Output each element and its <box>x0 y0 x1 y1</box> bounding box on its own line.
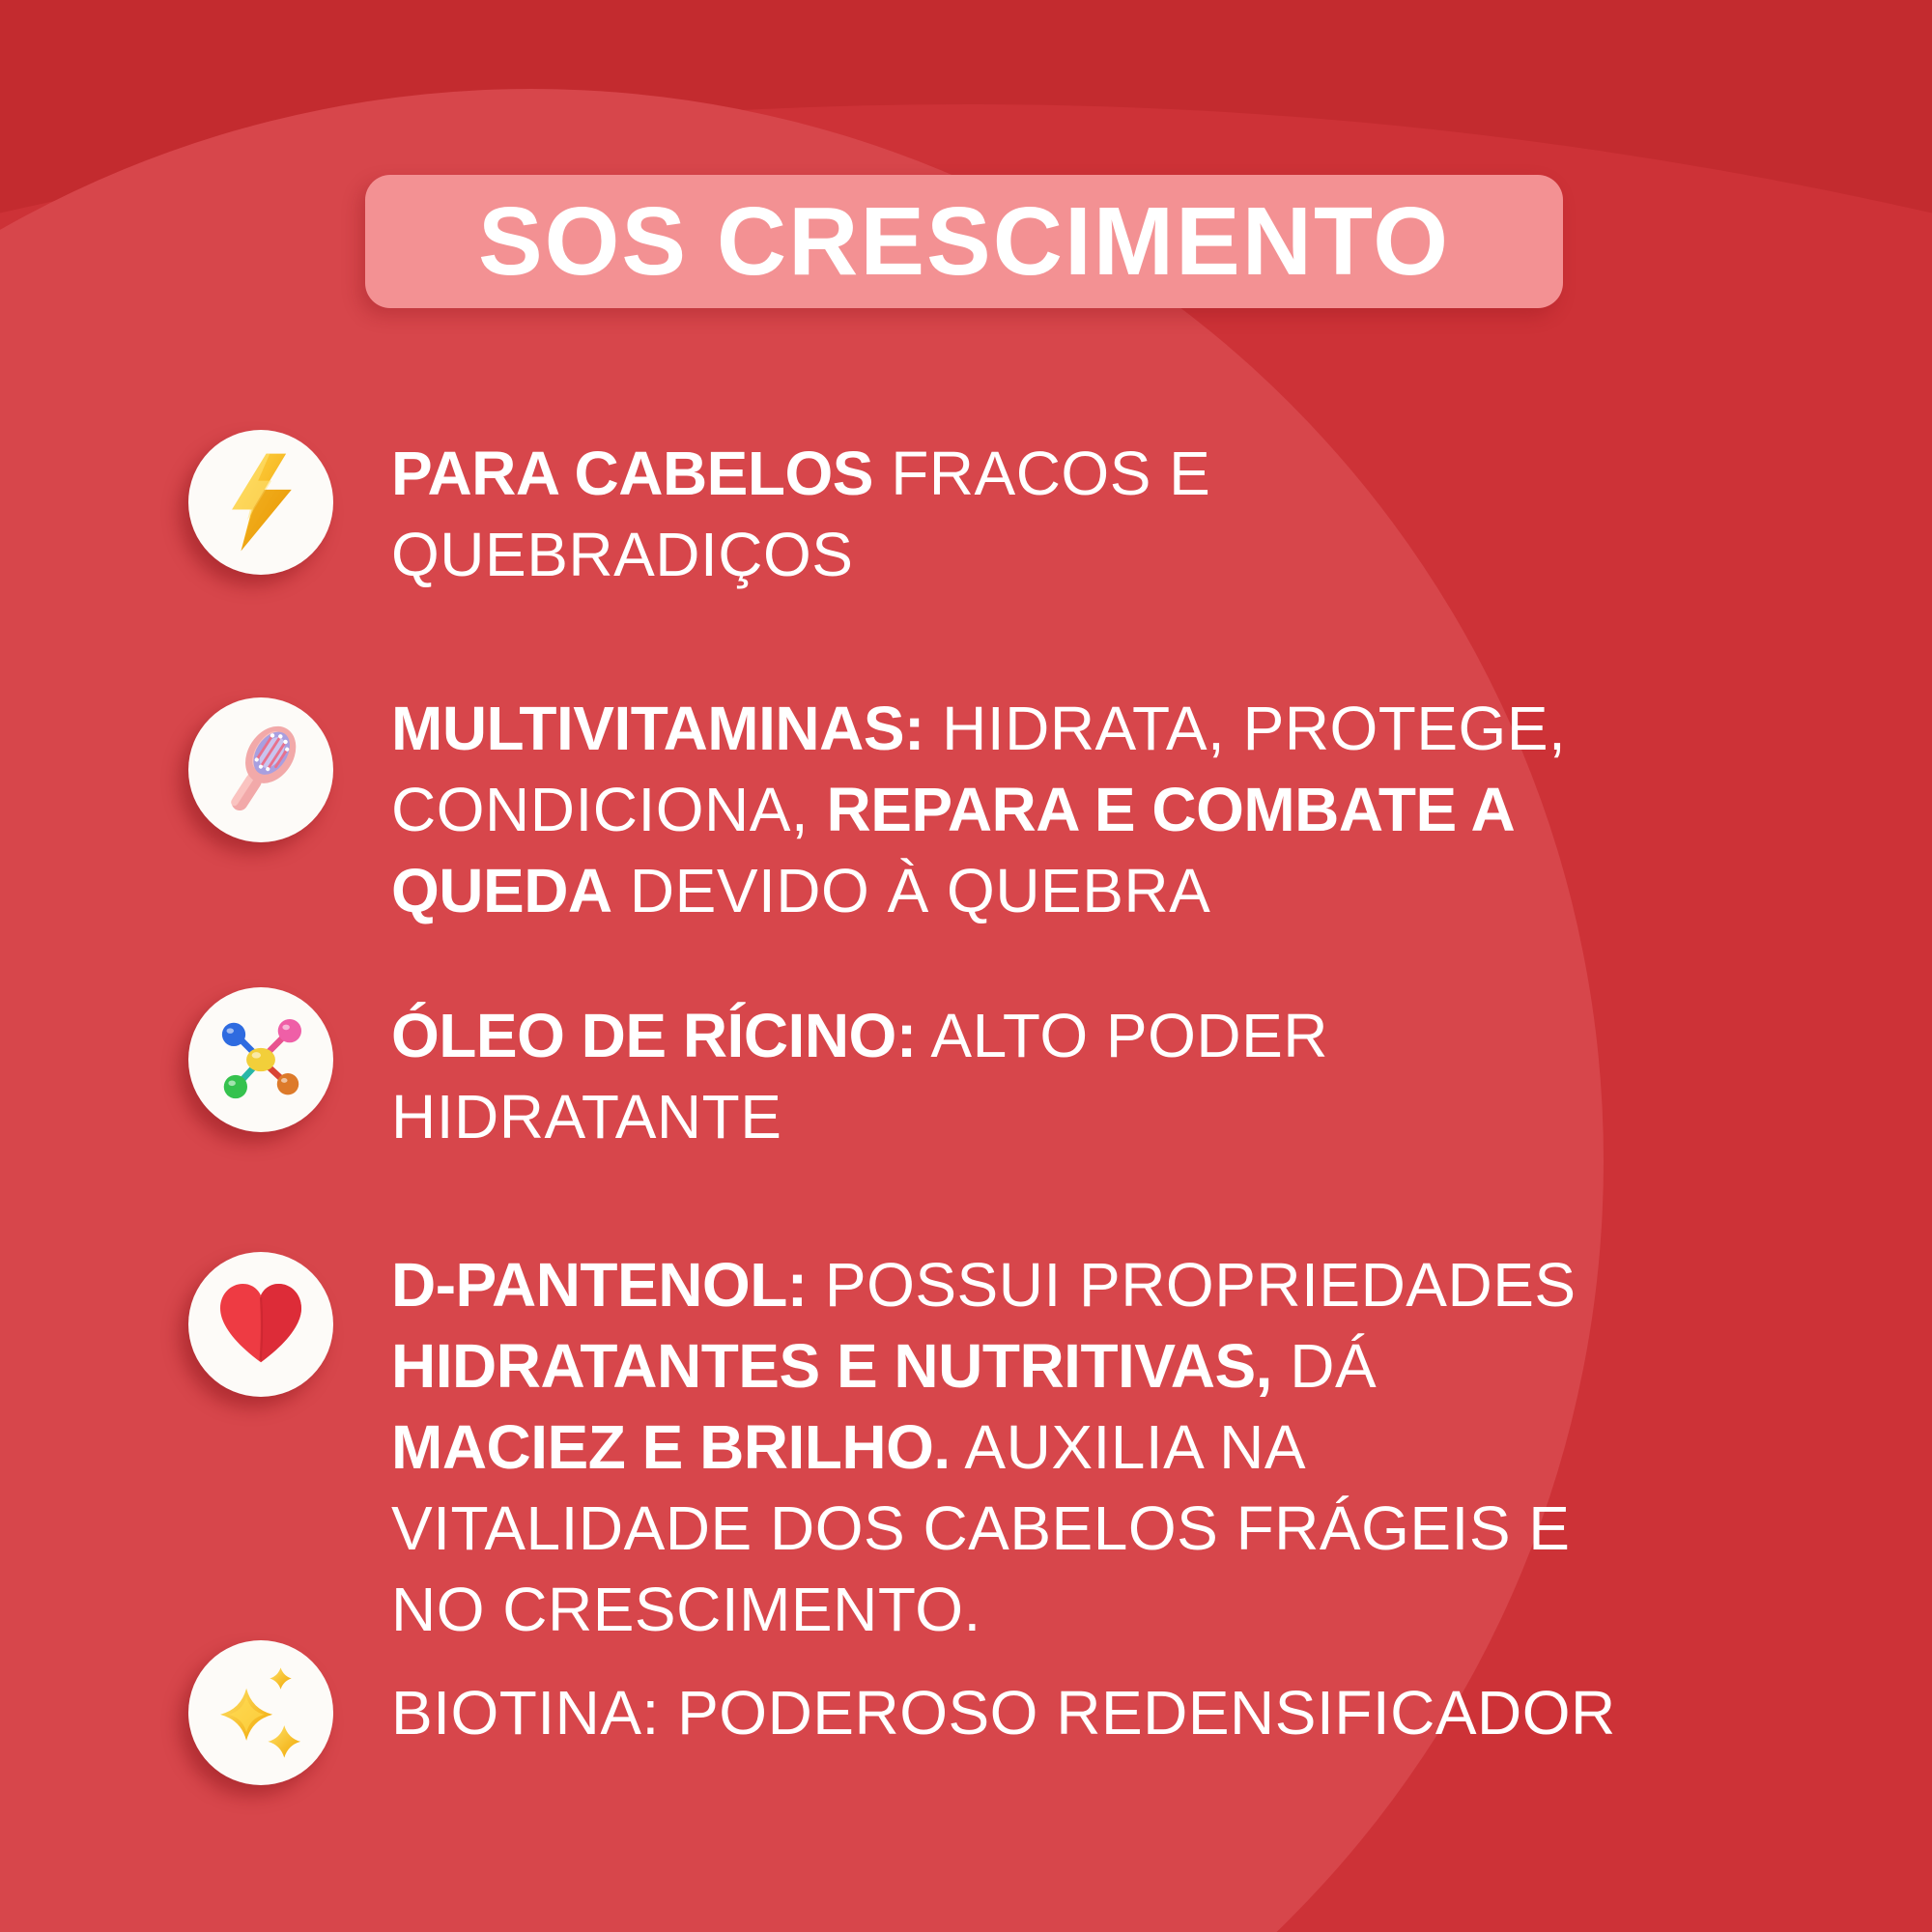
benefit-text-regular: POSSUI PROPRIEDADES <box>807 1250 1577 1320</box>
benefit-item-text <box>391 995 1821 1157</box>
benefit-text-regular: VITALIDADE DOS CABELOS FRÁGEIS E <box>391 1493 1571 1563</box>
benefit-text-regular: QUEBRADIÇOS <box>391 520 854 589</box>
benefit-text-bold: MACIEZ E BRILHO. <box>391 1412 951 1482</box>
benefit-text-regular: DEVIDO À QUEBRA <box>611 856 1211 925</box>
lightning-icon <box>188 430 333 575</box>
benefit-text-regular: FRACOS E <box>872 439 1211 508</box>
benefit-text-regular: BIOTINA: PODEROSO REDENSIFICADOR <box>391 1678 1616 1747</box>
header-badge-label: SOS CRESCIMENTO <box>477 187 1451 296</box>
benefit-item-text <box>391 433 1821 595</box>
sparkles-icon <box>188 1640 333 1785</box>
benefit-text-regular: NO CRESCIMENTO. <box>391 1575 981 1644</box>
benefit-item-text <box>391 1672 1821 1753</box>
benefit-text-bold: QUEDA <box>391 856 612 925</box>
molecule-icon <box>188 987 333 1132</box>
benefit-text-bold: REPARA E COMBATE A <box>826 775 1516 844</box>
benefit-item-text <box>391 688 1821 931</box>
benefit-text-regular: HIDRATANTE <box>391 1082 782 1151</box>
benefit-item-text <box>391 1244 1821 1650</box>
heart-icon <box>188 1252 333 1397</box>
header-badge <box>365 175 1563 308</box>
benefit-text-regular: DÁ <box>1271 1331 1378 1401</box>
benefit-text-bold: MULTIVITAMINAS: <box>391 694 924 763</box>
benefit-text-bold: ÓLEO DE RÍCINO: <box>391 1001 917 1070</box>
hairbrush-icon <box>188 697 333 842</box>
benefit-text-bold: HIDRATANTES E NUTRITIVAS, <box>391 1331 1272 1401</box>
benefit-text-bold: PARA CABELOS <box>391 439 873 508</box>
benefit-text-bold: D-PANTENOL: <box>391 1250 808 1320</box>
benefit-text-regular: CONDICIONA, <box>391 775 827 844</box>
benefit-text-regular: AUXILIA NA <box>950 1412 1306 1482</box>
benefit-text-regular: ALTO PODER <box>916 1001 1328 1070</box>
benefit-text-regular: HIDRATA, PROTEGE, <box>923 694 1567 763</box>
